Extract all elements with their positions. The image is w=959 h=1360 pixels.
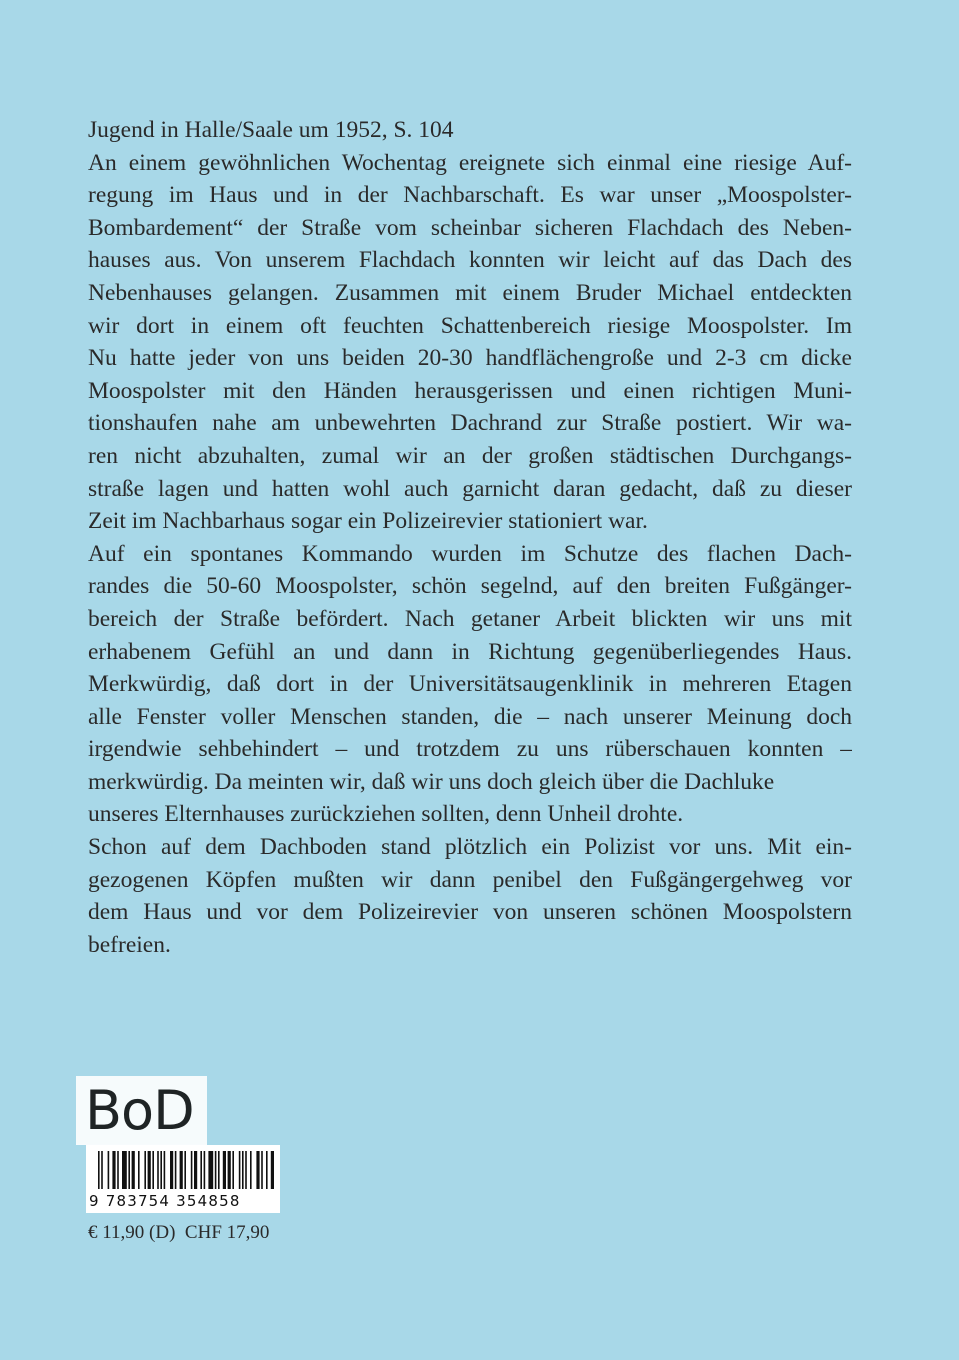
excerpt-line: tionshaufen nahe am unbewehrten Dachrand zur Straße postiert. Wir wa- bbox=[88, 410, 852, 437]
price-label: € 11,90 (D) CHF 17,90 bbox=[88, 1222, 270, 1243]
barcode-bar bbox=[132, 1151, 135, 1189]
excerpt-line: Auf ein spontanes Kommando wurden im Schutze des flachen Dach- bbox=[88, 540, 852, 567]
excerpt-line: merkwürdig. Da meinten wir, daß wir uns doch gleich über die Dachluke bbox=[88, 768, 775, 795]
excerpt-line: bereich der Straße befördert. Nach getaner Arbeit blickten wir uns mit bbox=[88, 605, 852, 632]
excerpt-line: An einem gewöhnlichen Wochentag ereignete sich einmal eine riesige Auf- bbox=[88, 149, 852, 176]
bod-logo-text: BoD bbox=[85, 1079, 194, 1142]
bod-logo bbox=[76, 1076, 207, 1145]
barcode-bar bbox=[250, 1151, 252, 1189]
barcode-bar bbox=[223, 1151, 226, 1189]
barcode-bar bbox=[218, 1151, 220, 1189]
excerpt-line: unseres Elternhauses zurückziehen sollten, denn Unheil drohte. bbox=[88, 801, 684, 828]
excerpt-line: Schon auf dem Dachboden stand plötzlich ein Polizist vor uns. Mit ein- bbox=[88, 834, 852, 861]
excerpt-line: befreien. bbox=[88, 931, 171, 958]
excerpt-line: straße lagen und hatten wohl auch garnicht daran gedacht, daß zu dieser bbox=[88, 475, 852, 502]
barcode-bar bbox=[108, 1151, 110, 1189]
barcode-bar bbox=[98, 1151, 100, 1189]
barcode-bar bbox=[204, 1151, 206, 1189]
barcode-bar bbox=[170, 1151, 173, 1189]
back-cover-text bbox=[88, 114, 852, 961]
excerpt-line: Moospolster mit den Händen herausgerissen und einen richtigen Muni- bbox=[88, 377, 852, 404]
excerpt-line: Bombardement“ der Straße vom scheinbar sicheren Flachdach des Neben- bbox=[88, 214, 852, 241]
barcode-bar bbox=[128, 1151, 130, 1189]
barcode-bar bbox=[191, 1151, 193, 1189]
barcode-bar bbox=[148, 1151, 151, 1189]
excerpt-line: dem Haus und vor dem Polizeirevier von unseren schönen Moospolstern bbox=[88, 899, 852, 926]
barcode-bar bbox=[101, 1151, 103, 1189]
barcode-bar bbox=[266, 1151, 268, 1189]
barcode-bar bbox=[157, 1151, 159, 1189]
barcode-bar bbox=[228, 1151, 231, 1189]
barcode-bar bbox=[152, 1151, 154, 1189]
barcode-bar bbox=[239, 1151, 241, 1189]
excerpt-heading: Jugend in Halle/Saale um 1952, S. 104 bbox=[88, 117, 454, 143]
barcode-bar bbox=[184, 1151, 186, 1189]
isbn-number: 9 783754 354858 bbox=[89, 1192, 241, 1210]
excerpt-line: gezogenen Köpfen mußten wir dann penibel den Fußgängergehweg vor bbox=[88, 866, 852, 893]
barcode-bar bbox=[175, 1151, 177, 1189]
excerpt-line: hauses aus. Von unserem Flachdach konnten wir leicht auf das Dach des bbox=[88, 247, 852, 274]
barcode-bar bbox=[208, 1151, 213, 1189]
excerpt-line: randes die 50-60 Moospolster, schön segelnd, auf den breiten Fußgänger- bbox=[88, 573, 852, 600]
barcode-bar bbox=[261, 1151, 263, 1189]
barcode-bar bbox=[164, 1151, 166, 1189]
barcode-bar bbox=[256, 1151, 259, 1189]
excerpt-line: Nu hatte jeder von uns beiden 20-30 handflächengroße und 2-3 cm dicke bbox=[88, 345, 852, 372]
barcode-bar bbox=[200, 1151, 202, 1189]
barcode-bar bbox=[245, 1151, 247, 1189]
barcode-bar bbox=[138, 1151, 140, 1189]
barcode-bar bbox=[160, 1151, 162, 1189]
barcode-bar bbox=[232, 1151, 234, 1189]
barcode-bar bbox=[215, 1151, 217, 1189]
isbn-barcode bbox=[86, 1145, 280, 1213]
excerpt-line: Nebenhauses gelangen. Zusammen mit einem Bruder Michael entdeckten bbox=[88, 279, 852, 306]
excerpt-line: wir dort in einem oft feuchten Schattenbereich riesige Moospolster. Im bbox=[88, 312, 852, 339]
excerpt-line: erhabenem Gefühl an und dann in Richtung gegenüberliegendes Haus. bbox=[88, 638, 852, 665]
barcode-bar bbox=[242, 1151, 244, 1189]
excerpt-line: ren nicht abzuhalten, zumal wir an der großen städtischen Durchgangs- bbox=[88, 442, 852, 469]
barcode-bar bbox=[144, 1151, 146, 1189]
barcode-bar bbox=[271, 1151, 274, 1189]
barcode-bar bbox=[117, 1151, 119, 1189]
excerpt-line: alle Fenster voller Menschen standen, die – nach unserer Meinung doch bbox=[88, 703, 852, 730]
excerpt-line: Merkwürdig, daß dort in der Universitätsaugenklinik in mehreren Etagen bbox=[88, 671, 852, 698]
barcode-bar bbox=[180, 1151, 183, 1189]
excerpt-line: irgendwie sehbehindert – und trotzdem zu uns rüberschauen konnten – bbox=[88, 736, 852, 763]
excerpt-line: Zeit im Nachbarhaus sogar ein Polizeirevier stationiert war. bbox=[88, 508, 648, 535]
excerpt-line: regung im Haus und in der Nachbarschaft. Es war unser „Moospolster- bbox=[88, 182, 852, 209]
barcode-bar bbox=[122, 1151, 127, 1189]
barcode-bar bbox=[194, 1151, 197, 1189]
barcode-bar bbox=[112, 1151, 115, 1189]
